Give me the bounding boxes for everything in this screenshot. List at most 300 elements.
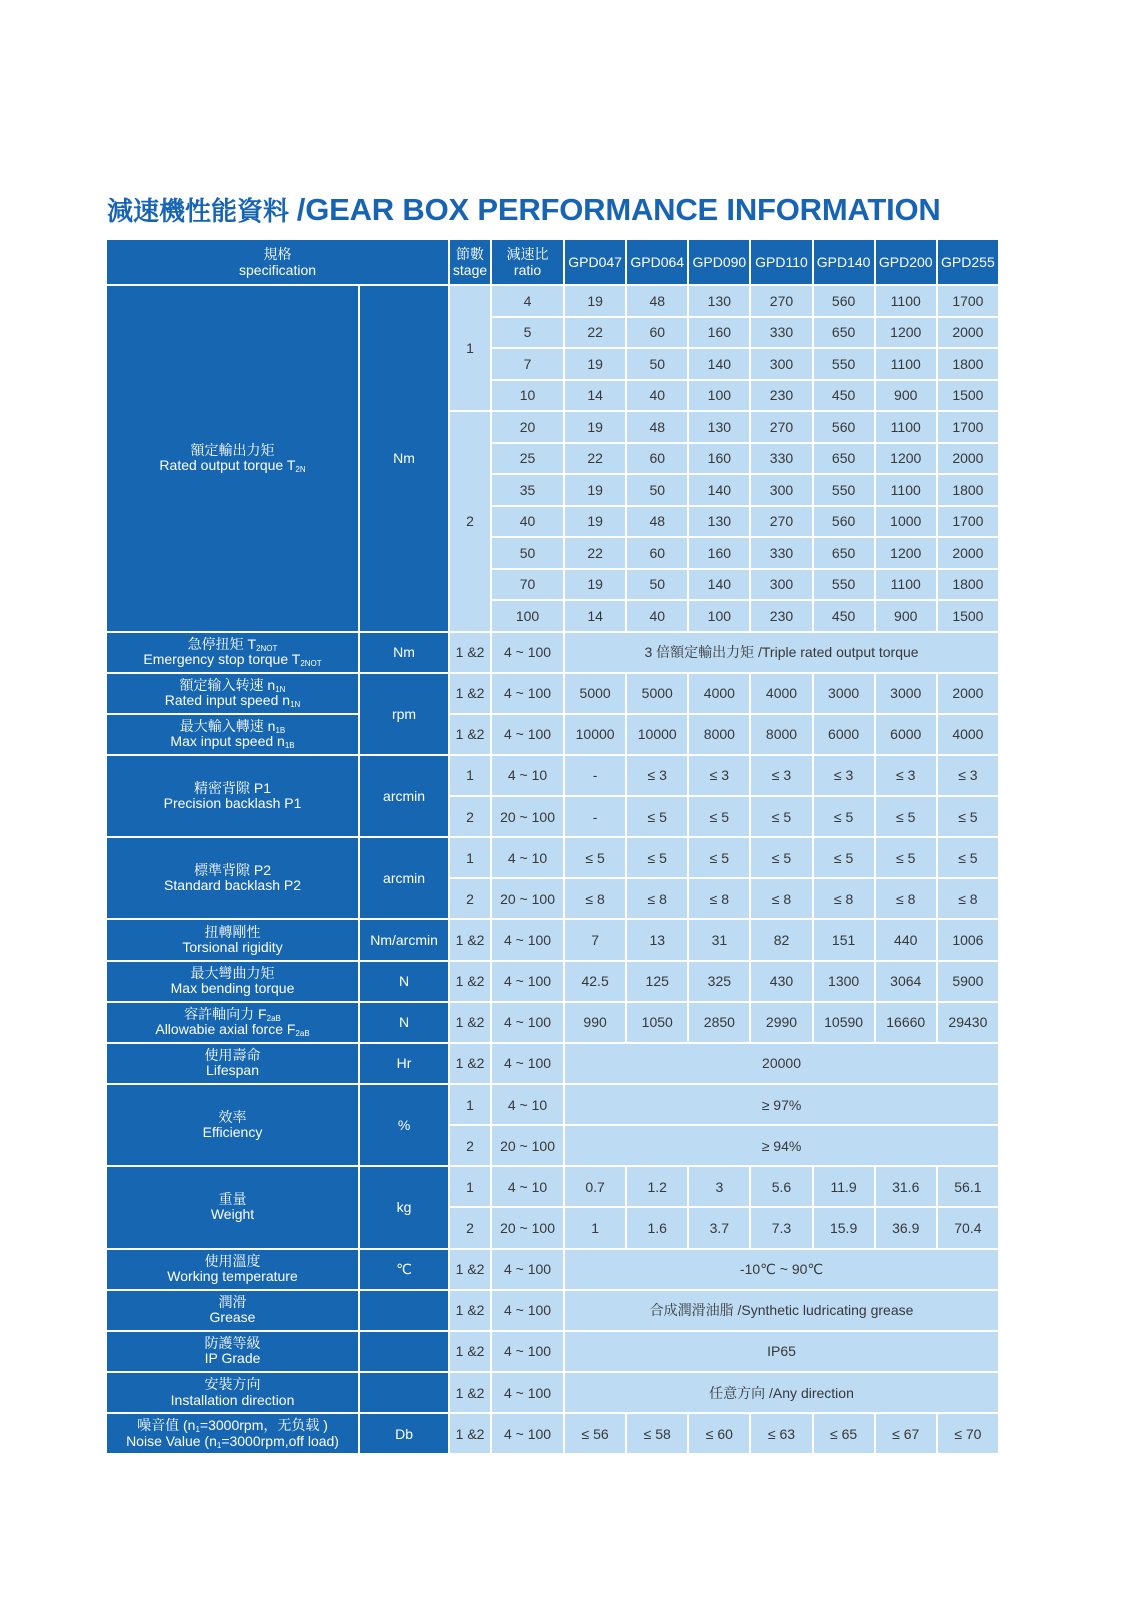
model-header-gpd064: GPD064 (627, 240, 687, 284)
stage-cell: 1 &2 (450, 962, 490, 1001)
value-cell-gpd200: 6000 (876, 715, 936, 754)
value-cell-gpd140: 6000 (814, 715, 874, 754)
table-row (107, 286, 998, 316)
param-label-en: Rated input speed n (164, 692, 291, 709)
ratio-cell: 100 (492, 601, 563, 631)
stage-cell: 1 (450, 1167, 490, 1206)
value-cell-gpd140: ≤ 5 (814, 797, 874, 836)
value-cell-gpd110: ≤ 5 (751, 838, 811, 877)
param-label-en-sub: 1 (216, 1440, 222, 1450)
ratio-cell: 5 (492, 318, 563, 348)
value-cell-gpd140: 3000 (814, 674, 874, 713)
unit-cell: Db (360, 1414, 448, 1453)
table-row (107, 633, 998, 672)
value-cell-gpd110: 2990 (751, 1003, 811, 1042)
value-cell-gpd200: ≤ 3 (876, 756, 936, 795)
ratio-cell: 4 ~ 100 (492, 1250, 563, 1289)
value-cell-gpd064: 40 (627, 601, 687, 631)
param-label-en (107, 693, 358, 709)
value-cell-gpd200: 3000 (876, 674, 936, 713)
value-cell-gpd090: ≤ 5 (689, 838, 749, 877)
param-label-zh: 最大輸入轉速 n (179, 717, 276, 734)
value-cell-gpd064: 50 (627, 570, 687, 600)
unit-cell (360, 1332, 448, 1371)
value-cell-gpd110: 230 (751, 381, 811, 411)
value-cell-gpd047: ≤ 8 (565, 879, 625, 918)
value-cell-gpd090: 100 (689, 381, 749, 411)
value-cell-gpd110: 330 (751, 318, 811, 348)
value-cell-gpd110: ≤ 3 (751, 756, 811, 795)
stage-cell: 1 &2 (450, 1003, 490, 1042)
value-cell-gpd255: 1700 (938, 286, 998, 316)
param-label-zh (107, 925, 358, 941)
value-cell-gpd200: ≤ 5 (876, 797, 936, 836)
param-label-en: Max bending torque (170, 980, 295, 997)
value-cell-gpd064: 48 (627, 412, 687, 442)
param-label-en (107, 1063, 358, 1079)
ratio-cell: 4 ~ 100 (492, 1414, 563, 1453)
stage-cell: 1 &2 (450, 1414, 490, 1453)
param-label-zh-sub: 2aB (266, 1013, 281, 1023)
ratio-cell: 4 ~ 100 (492, 1332, 563, 1371)
value-cell-gpd140: ≤ 8 (814, 879, 874, 918)
param-label-zh: 潤滑 (218, 1293, 247, 1310)
param-label-zh (107, 1048, 358, 1064)
merged-value-cell: 合成潤滑油脂 /Synthetic ludricating grease (565, 1291, 998, 1330)
stage-cell: 2 (450, 797, 490, 836)
value-cell-gpd047: 7 (565, 920, 625, 959)
value-cell-gpd255: 1800 (938, 349, 998, 379)
param-label-zh: 急停扭矩 T (187, 635, 257, 652)
merged-value-cell: -10℃ ~ 90℃ (565, 1250, 998, 1289)
param-label-en: Rated output torque T (159, 457, 296, 474)
ratio-cell: 4 ~ 10 (492, 1085, 563, 1124)
value-cell-gpd110: 230 (751, 601, 811, 631)
value-cell-gpd110: 430 (751, 962, 811, 1001)
ratio-cell: 4 ~ 10 (492, 756, 563, 795)
value-cell-gpd255: 1800 (938, 570, 998, 600)
value-cell-gpd090: 160 (689, 444, 749, 474)
stage-cell: 1 &2 (450, 920, 490, 959)
param-label-zh: 額定输入转速 n (179, 676, 276, 693)
stage-cell: 2 (450, 1208, 490, 1247)
value-cell-gpd255: 1700 (938, 507, 998, 537)
value-cell-gpd200: 31.6 (876, 1167, 936, 1206)
param-label-en-sub: 1N (290, 700, 301, 710)
param-label-cell (107, 1085, 358, 1165)
value-cell-gpd200: 1100 (876, 412, 936, 442)
ratio-cell: 4 ~ 100 (492, 1044, 563, 1083)
param-label-zh: 使用溫度 (204, 1252, 261, 1269)
param-label-en (107, 1351, 358, 1367)
value-cell-gpd255: 5900 (938, 962, 998, 1001)
value-cell-gpd090: 140 (689, 349, 749, 379)
value-cell-gpd255: ≤ 5 (938, 797, 998, 836)
param-label-cell (107, 1373, 358, 1412)
stage-cell: 1 &2 (450, 674, 490, 713)
unit-cell: arcmin (360, 756, 448, 836)
ratio-header-zh: 減速比 (506, 246, 549, 262)
param-label-en-sub: 1B (284, 741, 295, 751)
ratio-cell: 20 ~ 100 (492, 1126, 563, 1165)
value-cell-gpd090: 3.7 (689, 1208, 749, 1247)
value-cell-gpd047: 22 (565, 444, 625, 474)
param-label-zh (107, 1110, 358, 1126)
merged-value-cell: 20000 (565, 1044, 998, 1083)
table-row (107, 962, 998, 1001)
value-cell-gpd140: 650 (814, 538, 874, 568)
table-row (107, 1414, 998, 1453)
ratio-cell: 4 ~ 100 (492, 715, 563, 754)
spec-header-en: specification (239, 262, 317, 278)
table-row (107, 1332, 998, 1371)
value-cell-gpd047: 19 (565, 412, 625, 442)
ratio-cell: 4 ~ 100 (492, 674, 563, 713)
unit-cell: Hr (360, 1044, 448, 1083)
value-cell-gpd064: 60 (627, 444, 687, 474)
ratio-cell: 40 (492, 507, 563, 537)
param-label-zh: 扭轉剛性 (204, 923, 261, 940)
value-cell-gpd110: 300 (751, 570, 811, 600)
stage-header-zh: 節數 (456, 246, 485, 262)
value-cell-gpd110: 300 (751, 475, 811, 505)
param-label-en: Emergency stop torque T (143, 651, 301, 668)
value-cell-gpd200: 1200 (876, 318, 936, 348)
value-cell-gpd255: ≤ 5 (938, 838, 998, 877)
value-cell-gpd200: 1200 (876, 538, 936, 568)
value-cell-gpd064: ≤ 8 (627, 879, 687, 918)
param-label-zh: 使用壽命 (204, 1046, 261, 1063)
value-cell-gpd110: 4000 (751, 674, 811, 713)
value-cell-gpd140: 650 (814, 318, 874, 348)
param-label-en: Precision backlash P1 (163, 795, 302, 812)
param-label-cell (107, 1414, 358, 1453)
stage-cell: 1 &2 (450, 1250, 490, 1289)
ratio-header (492, 240, 563, 284)
value-cell-gpd090: 325 (689, 962, 749, 1001)
table-row (107, 1291, 998, 1330)
param-label-zh-sub: 1N (275, 684, 286, 694)
param-label-zh: 容許軸向力 F (184, 1005, 267, 1022)
value-cell-gpd140: 10590 (814, 1003, 874, 1042)
value-cell-gpd047: 1 (565, 1208, 625, 1247)
param-label-en (107, 458, 358, 474)
param-label-zh (107, 1295, 358, 1311)
param-label-zh: 精密背隙 P1 (194, 779, 272, 796)
stage-cell: 1 &2 (450, 1332, 490, 1371)
value-cell-gpd140: 650 (814, 444, 874, 474)
ratio-cell: 4 (492, 286, 563, 316)
ratio-cell: 10 (492, 381, 563, 411)
value-cell-gpd090: 140 (689, 570, 749, 600)
value-cell-gpd047: 19 (565, 507, 625, 537)
param-label-cell (107, 1044, 358, 1083)
stage-cell: 1 (450, 756, 490, 795)
value-cell-gpd200: ≤ 5 (876, 838, 936, 877)
value-cell-gpd110: 5.6 (751, 1167, 811, 1206)
param-label-zh (107, 443, 358, 459)
merged-value-cell: 3 倍額定輸出力矩 /Triple rated output torque (565, 633, 998, 672)
param-label-en (107, 734, 358, 750)
param-label-en: Installation direction (170, 1391, 295, 1408)
model-header-gpd047: GPD047 (565, 240, 625, 284)
param-label-en (107, 1125, 358, 1141)
value-cell-gpd200: 3064 (876, 962, 936, 1001)
value-cell-gpd255: 1700 (938, 412, 998, 442)
value-cell-gpd110: 270 (751, 286, 811, 316)
param-label-cell (107, 674, 358, 713)
param-label-en (107, 1269, 358, 1285)
value-cell-gpd255: 2000 (938, 444, 998, 474)
param-label-cell (107, 286, 358, 631)
value-cell-gpd140: 151 (814, 920, 874, 959)
param-label-cell (107, 1332, 358, 1371)
value-cell-gpd255: 2000 (938, 318, 998, 348)
param-label-cell (107, 1003, 358, 1042)
merged-value-cell: ≥ 97% (565, 1085, 998, 1124)
param-label-en: Lifespan (206, 1062, 259, 1079)
param-label-zh (107, 637, 358, 653)
model-header-gpd255: GPD255 (938, 240, 998, 284)
value-cell-gpd140: 560 (814, 412, 874, 442)
model-header-gpd110: GPD110 (751, 240, 811, 284)
param-label-zh (107, 1377, 358, 1393)
param-label-en: Grease (209, 1309, 256, 1326)
value-cell-gpd110: 330 (751, 444, 811, 474)
unit-cell: kg (360, 1167, 448, 1247)
value-cell-gpd090: 140 (689, 475, 749, 505)
value-cell-gpd110: 270 (751, 412, 811, 442)
unit-cell: Nm/arcmin (360, 920, 448, 959)
value-cell-gpd200: 1200 (876, 444, 936, 474)
param-label-zh-sub: 1 (195, 1425, 200, 1435)
param-label-zh: 最大彎曲力矩 (190, 964, 275, 981)
param-label-zh-sub: 1B (275, 725, 286, 735)
param-label-en: IP Grade (204, 1350, 261, 1367)
stage-cell: 1 (450, 286, 490, 410)
table-row (107, 1373, 998, 1412)
param-label-en: Torsional rigidity (182, 939, 283, 956)
table-row (107, 1085, 998, 1124)
unit-cell: Nm (360, 633, 448, 672)
value-cell-gpd140: ≤ 65 (814, 1414, 874, 1453)
merged-value-cell: IP65 (565, 1332, 998, 1371)
param-label-cell (107, 1250, 358, 1289)
table-body (107, 286, 998, 1453)
value-cell-gpd064: 60 (627, 538, 687, 568)
value-cell-gpd090: ≤ 3 (689, 756, 749, 795)
stage-cell: 1 (450, 838, 490, 877)
value-cell-gpd140: 15.9 (814, 1208, 874, 1247)
value-cell-gpd110: 300 (751, 349, 811, 379)
value-cell-gpd047: 19 (565, 349, 625, 379)
param-label-en: Weight (210, 1206, 255, 1223)
value-cell-gpd110: 330 (751, 538, 811, 568)
value-cell-gpd064: 50 (627, 475, 687, 505)
value-cell-gpd200: 1100 (876, 570, 936, 600)
page-title-zh: 減速機性能資料 (107, 196, 290, 226)
merged-value-cell: ≥ 94% (565, 1126, 998, 1165)
value-cell-gpd064: 10000 (627, 715, 687, 754)
ratio-cell: 4 ~ 10 (492, 838, 563, 877)
param-label-zh (107, 1007, 358, 1023)
value-cell-gpd255: 70.4 (938, 1208, 998, 1247)
value-cell-gpd047: 19 (565, 286, 625, 316)
value-cell-gpd064: 50 (627, 349, 687, 379)
param-label-cell (107, 756, 358, 836)
stage-cell: 1 &2 (450, 715, 490, 754)
value-cell-gpd064: 1.6 (627, 1208, 687, 1247)
value-cell-gpd140: ≤ 5 (814, 838, 874, 877)
value-cell-gpd140: 560 (814, 507, 874, 537)
param-label-en (107, 1207, 358, 1223)
ratio-cell: 20 ~ 100 (492, 879, 563, 918)
param-label-cell (107, 838, 358, 918)
value-cell-gpd047: 14 (565, 601, 625, 631)
value-cell-gpd047: 22 (565, 538, 625, 568)
value-cell-gpd200: 1000 (876, 507, 936, 537)
value-cell-gpd090: 160 (689, 318, 749, 348)
ratio-cell: 4 ~ 100 (492, 633, 563, 672)
stage-cell: 1 &2 (450, 1044, 490, 1083)
value-cell-gpd110: ≤ 8 (751, 879, 811, 918)
value-cell-gpd255: 2000 (938, 538, 998, 568)
table-row (107, 1250, 998, 1289)
value-cell-gpd047: 19 (565, 475, 625, 505)
param-label-zh (107, 966, 358, 982)
value-cell-gpd090: 2850 (689, 1003, 749, 1042)
table-header (107, 240, 998, 284)
param-label-en: Allowabie axial force F (155, 1021, 296, 1038)
spec-header-zh: 規格 (263, 246, 292, 262)
ratio-cell: 50 (492, 538, 563, 568)
value-cell-gpd200: ≤ 8 (876, 879, 936, 918)
param-label-cell (107, 1291, 358, 1330)
value-cell-gpd047: ≤ 5 (565, 838, 625, 877)
param-label-en (107, 981, 358, 997)
ratio-cell: 7 (492, 349, 563, 379)
page-title-en: /GEAR BOX PERFORMANCE INFORMATION (296, 192, 941, 227)
value-cell-gpd110: ≤ 5 (751, 797, 811, 836)
value-cell-gpd140: 450 (814, 601, 874, 631)
param-label-en: Noise Value (n (126, 1432, 217, 1449)
value-cell-gpd047: 990 (565, 1003, 625, 1042)
unit-cell: Nm (360, 286, 448, 631)
table-row (107, 715, 998, 754)
param-label-zh: 重量 (218, 1190, 247, 1207)
value-cell-gpd047: 19 (565, 570, 625, 600)
ratio-cell: 70 (492, 570, 563, 600)
param-label-cell (107, 1167, 358, 1247)
table-row (107, 756, 998, 795)
table-row (107, 838, 998, 877)
value-cell-gpd064: 13 (627, 920, 687, 959)
value-cell-gpd200: 900 (876, 381, 936, 411)
table-row (107, 920, 998, 959)
value-cell-gpd064: ≤ 5 (627, 838, 687, 877)
value-cell-gpd064: ≤ 5 (627, 797, 687, 836)
value-cell-gpd140: 550 (814, 349, 874, 379)
value-cell-gpd090: ≤ 60 (689, 1414, 749, 1453)
param-label-zh-post: =3000rpm，无负载 ) (199, 1417, 328, 1434)
value-cell-gpd110: 270 (751, 507, 811, 537)
param-label-cell (107, 920, 358, 959)
value-cell-gpd140: 11.9 (814, 1167, 874, 1206)
value-cell-gpd090: 3 (689, 1167, 749, 1206)
value-cell-gpd200: 440 (876, 920, 936, 959)
unit-cell: N (360, 962, 448, 1001)
param-label-en (107, 878, 358, 894)
stage-cell: 2 (450, 1126, 490, 1165)
ratio-cell: 35 (492, 475, 563, 505)
param-label-en: Efficiency (202, 1124, 263, 1141)
unit-cell: N (360, 1003, 448, 1042)
param-label-zh (107, 781, 358, 797)
value-cell-gpd090: 8000 (689, 715, 749, 754)
param-label-cell (107, 633, 358, 672)
value-cell-gpd255: ≤ 8 (938, 879, 998, 918)
value-cell-gpd090: 31 (689, 920, 749, 959)
param-label-zh: 安裝方向 (204, 1376, 261, 1393)
param-label-zh-sub: 2NOT (256, 643, 278, 653)
value-cell-gpd090: ≤ 8 (689, 879, 749, 918)
value-cell-gpd090: 130 (689, 286, 749, 316)
stage-cell: 2 (450, 879, 490, 918)
value-cell-gpd064: ≤ 58 (627, 1414, 687, 1453)
param-label-en (107, 1393, 358, 1409)
value-cell-gpd255: 56.1 (938, 1167, 998, 1206)
value-cell-gpd047: 0.7 (565, 1167, 625, 1206)
param-label-en (107, 1434, 358, 1450)
unit-cell: ℃ (360, 1250, 448, 1289)
ratio-cell: 20 ~ 100 (492, 797, 563, 836)
value-cell-gpd064: 125 (627, 962, 687, 1001)
ratio-header-en: ratio (513, 262, 542, 278)
param-label-en-post: =3000rpm,off load) (221, 1432, 339, 1449)
ratio-cell: 20 (492, 412, 563, 442)
value-cell-gpd090: 100 (689, 601, 749, 631)
param-label-en-sub: 2N (295, 465, 306, 475)
value-cell-gpd064: 1.2 (627, 1167, 687, 1206)
value-cell-gpd090: 130 (689, 412, 749, 442)
value-cell-gpd110: 7.3 (751, 1208, 811, 1247)
param-label-zh (107, 863, 358, 879)
stage-header (450, 240, 490, 284)
value-cell-gpd255: 1006 (938, 920, 998, 959)
param-label-en: Working temperature (167, 1268, 298, 1285)
param-label-zh: 標準背隙 P2 (194, 861, 272, 878)
ratio-cell: 4 ~ 100 (492, 1373, 563, 1412)
value-cell-gpd047: 5000 (565, 674, 625, 713)
header-row (107, 240, 998, 284)
value-cell-gpd200: 1100 (876, 349, 936, 379)
param-label-zh (107, 1336, 358, 1352)
value-cell-gpd200: 36.9 (876, 1208, 936, 1247)
value-cell-gpd064: ≤ 3 (627, 756, 687, 795)
ratio-cell: 4 ~ 100 (492, 962, 563, 1001)
param-label-en-sub: 2NOT (300, 659, 322, 669)
value-cell-gpd064: 5000 (627, 674, 687, 713)
value-cell-gpd090: 130 (689, 507, 749, 537)
model-header-gpd090: GPD090 (689, 240, 749, 284)
ratio-cell: 25 (492, 444, 563, 474)
ratio-cell: 4 ~ 10 (492, 1167, 563, 1206)
param-label-cell (107, 715, 358, 754)
value-cell-gpd200: ≤ 67 (876, 1414, 936, 1453)
value-cell-gpd110: 82 (751, 920, 811, 959)
value-cell-gpd255: 1500 (938, 381, 998, 411)
param-label-en-sub: 2aB (295, 1029, 310, 1039)
